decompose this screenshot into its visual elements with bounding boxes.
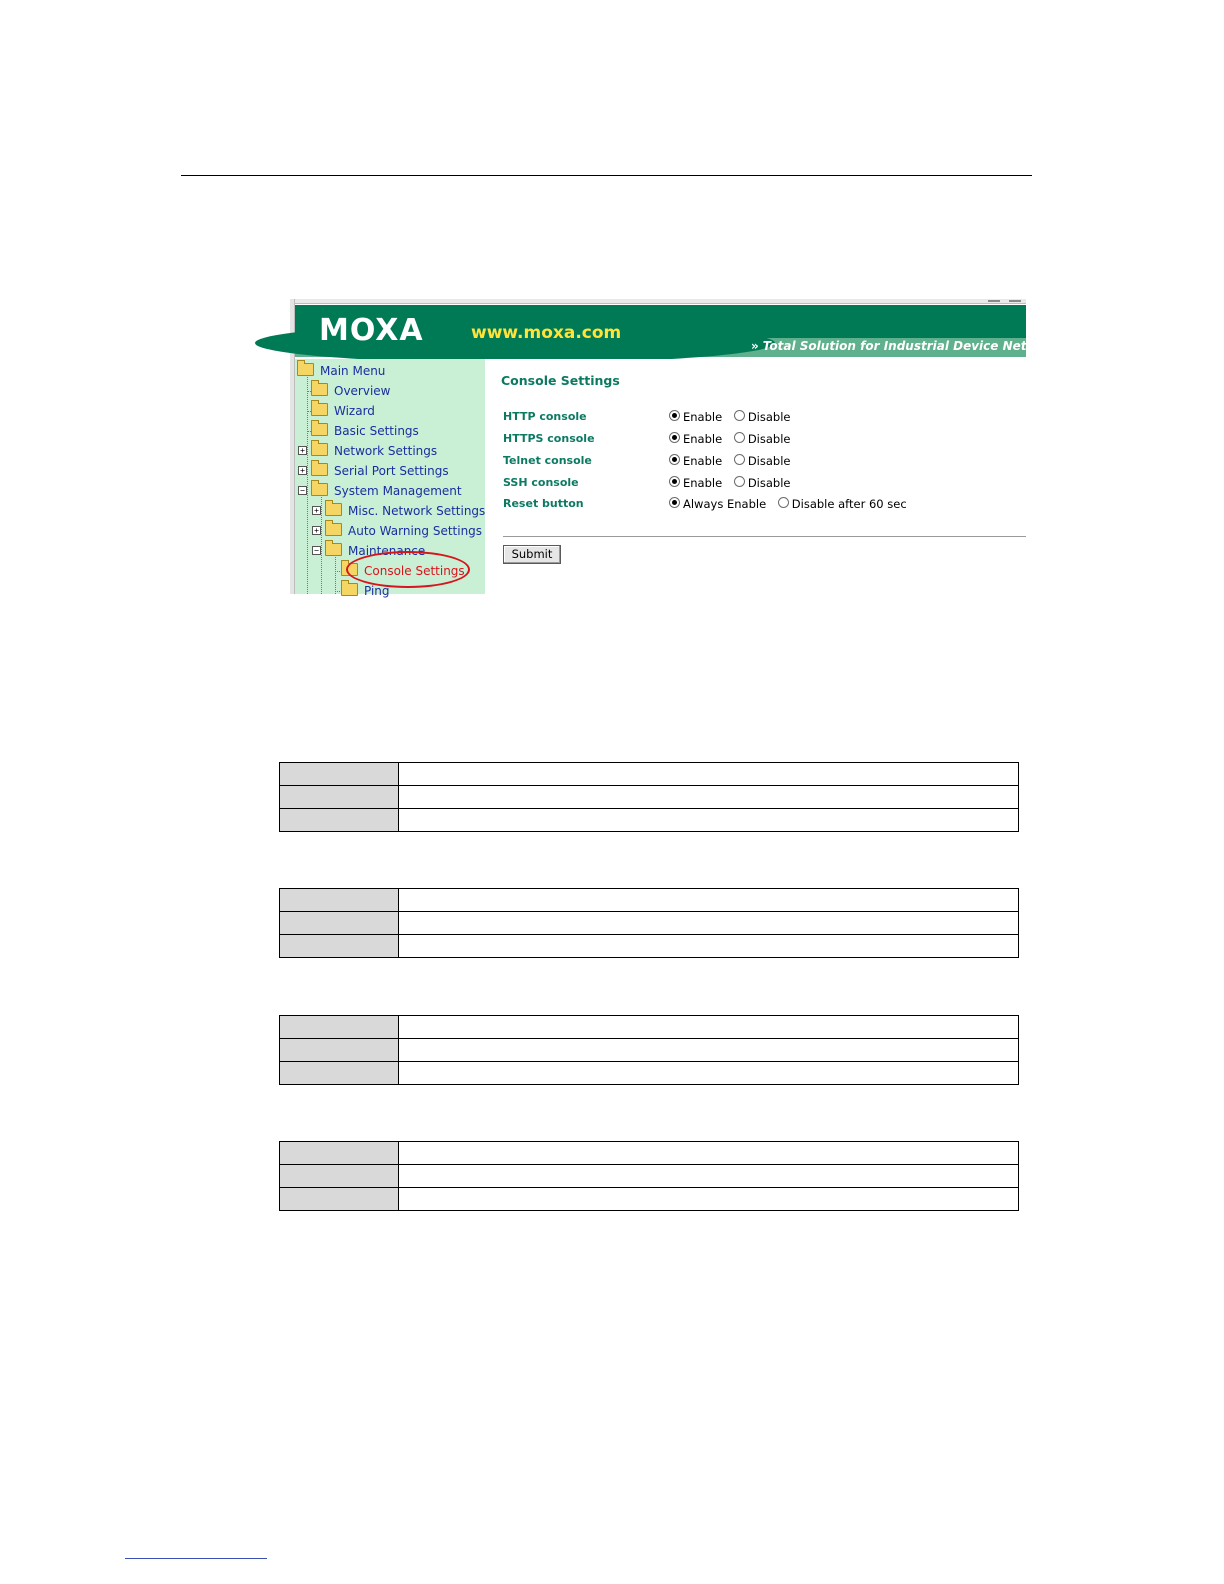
https-console-label: HTTPS console <box>503 432 595 445</box>
sidebar-item-label: System Management <box>334 484 462 498</box>
settings-table-3 <box>279 1015 1019 1085</box>
web-console-screenshot <box>290 299 1081 598</box>
table-label-cell <box>280 1062 399 1085</box>
tree-line <box>321 492 322 594</box>
expand-plus-icon[interactable]: + <box>312 506 321 515</box>
http-enable-radio[interactable] <box>669 410 680 421</box>
open-folder-icon <box>297 363 314 376</box>
table-label-cell <box>280 1188 399 1211</box>
moxa-logo: MOXA <box>319 313 424 348</box>
folder-icon <box>311 463 328 476</box>
folder-icon <box>311 443 328 456</box>
collapse-minus-icon[interactable]: − <box>312 546 321 555</box>
reset-button-radio-group <box>669 497 915 511</box>
open-folder-icon <box>325 543 342 556</box>
table-value-cell <box>399 1016 1019 1039</box>
sidebar-item-auto-warning-settings[interactable] <box>325 523 482 539</box>
table-label-cell <box>280 763 399 786</box>
table-value-cell <box>399 889 1019 912</box>
reset-button-label: Reset button <box>503 497 584 510</box>
table-value-cell <box>399 1188 1019 1211</box>
moxa-banner <box>295 305 1081 357</box>
sidebar-item-wizard[interactable] <box>311 403 375 419</box>
table-label-cell <box>280 912 399 935</box>
submit-button[interactable]: Submit <box>503 545 561 564</box>
tree-line <box>307 371 308 594</box>
table-label-cell <box>280 1039 399 1062</box>
table-value-cell <box>399 809 1019 832</box>
table-row <box>280 1188 1019 1211</box>
minimize-icon[interactable] <box>988 300 1000 302</box>
folder-icon <box>341 583 358 596</box>
table-label-cell <box>280 889 399 912</box>
table-row <box>280 763 1019 786</box>
sidebar-item-label: Misc. Network Settings <box>348 504 486 518</box>
radio-label: Enable <box>683 410 723 424</box>
table-value-cell <box>399 1165 1019 1188</box>
sidebar-item-label: Network Settings <box>334 444 438 458</box>
table-label-cell <box>280 809 399 832</box>
tagline <box>751 339 1081 353</box>
telnet-disable-radio[interactable] <box>734 454 745 465</box>
sidebar-item-overview[interactable] <box>311 383 391 399</box>
table-row <box>280 786 1019 809</box>
sidebar-item-network-settings[interactable] <box>311 443 437 459</box>
ssh-console-radio-group <box>669 476 799 490</box>
sidebar-item-label: Ping <box>364 584 390 598</box>
sidebar-item-serial-port-settings[interactable] <box>311 463 449 479</box>
table-label-cell <box>280 1142 399 1165</box>
table-row <box>280 935 1019 958</box>
form-divider <box>503 536 1026 537</box>
sidebar-item-label: Main Menu <box>320 364 386 378</box>
collapse-minus-icon[interactable]: − <box>298 486 307 495</box>
table-row <box>280 1165 1019 1188</box>
reset-disable-after-60-radio[interactable] <box>778 497 789 508</box>
radio-label: Always Enable <box>683 497 767 511</box>
sidebar-item-label: Wizard <box>334 404 375 418</box>
sidebar-item-misc-network-settings[interactable] <box>325 503 485 519</box>
highlight-ellipse <box>346 551 470 588</box>
https-disable-radio[interactable] <box>734 432 745 443</box>
sidebar-item-main-menu[interactable] <box>297 363 385 379</box>
sidebar-item-label: Maintenance <box>348 544 426 558</box>
sidebar-item-label: Auto Warning Settings <box>348 524 483 538</box>
settings-table-2 <box>279 888 1019 958</box>
console-settings-panel <box>485 359 1026 594</box>
table-label-cell <box>280 1165 399 1188</box>
telnet-enable-radio[interactable] <box>669 454 680 465</box>
table-value-cell <box>399 1142 1019 1165</box>
table-row <box>280 1142 1019 1165</box>
website-link[interactable]: www.moxa.com <box>471 323 622 343</box>
footnote-rule <box>125 1558 267 1559</box>
open-folder-icon <box>311 483 328 496</box>
table-value-cell <box>399 935 1019 958</box>
table-row <box>280 809 1019 832</box>
table-row <box>280 1062 1019 1085</box>
table-value-cell <box>399 1039 1019 1062</box>
folder-icon <box>311 403 328 416</box>
header-rule <box>181 175 1032 176</box>
http-console-label: HTTP console <box>503 410 587 423</box>
sidebar-item-label: Console Settings <box>364 564 465 578</box>
table-value-cell <box>399 1062 1019 1085</box>
radio-label: Disable <box>747 476 791 490</box>
settings-table-1 <box>279 762 1019 832</box>
expand-plus-icon[interactable]: + <box>312 526 321 535</box>
table-row <box>280 889 1019 912</box>
http-console-radio-group <box>669 410 799 424</box>
ssh-console-label: SSH console <box>503 476 579 489</box>
window-top-edge <box>290 299 1026 304</box>
folder-icon <box>325 503 342 516</box>
radio-label: Enable <box>683 476 723 490</box>
radio-label: Disable after 60 sec <box>791 497 907 511</box>
http-disable-radio[interactable] <box>734 410 745 421</box>
radio-label: Enable <box>683 454 723 468</box>
folder-icon <box>325 523 342 536</box>
maximize-icon[interactable] <box>1009 300 1021 302</box>
table-value-cell <box>399 912 1019 935</box>
chevron-icon: » <box>751 339 759 353</box>
page-title: Console Settings <box>501 373 620 388</box>
table-label-cell <box>280 786 399 809</box>
radio-label: Disable <box>747 432 791 446</box>
ssh-disable-radio[interactable] <box>734 476 745 487</box>
sidebar-item-label: Serial Port Settings <box>334 464 449 478</box>
table-value-cell <box>399 763 1019 786</box>
expand-plus-icon[interactable]: + <box>298 446 307 455</box>
folder-icon <box>311 423 328 436</box>
ssh-enable-radio[interactable] <box>669 476 680 487</box>
radio-label: Disable <box>747 410 791 424</box>
sidebar-item-label: Basic Settings <box>334 424 419 438</box>
folder-icon <box>311 383 328 396</box>
table-label-cell <box>280 935 399 958</box>
sidebar-item-basic-settings[interactable] <box>311 423 419 439</box>
sidebar-item-system-management[interactable] <box>311 483 462 499</box>
table-value-cell <box>399 786 1019 809</box>
radio-label: Disable <box>747 454 791 468</box>
telnet-console-label: Telnet console <box>503 454 592 467</box>
tagline-text: Total Solution for Industrial Device Networking <box>762 339 1081 353</box>
settings-table-4 <box>279 1141 1019 1211</box>
reset-always-enable-radio[interactable] <box>669 497 680 508</box>
table-row <box>280 1016 1019 1039</box>
table-row <box>280 1039 1019 1062</box>
https-console-radio-group <box>669 432 799 446</box>
sidebar-item-label: Overview <box>334 384 391 398</box>
expand-plus-icon[interactable]: + <box>298 466 307 475</box>
table-row <box>280 912 1019 935</box>
telnet-console-radio-group <box>669 454 799 468</box>
table-label-cell <box>280 1016 399 1039</box>
radio-label: Enable <box>683 432 723 446</box>
https-enable-radio[interactable] <box>669 432 680 443</box>
